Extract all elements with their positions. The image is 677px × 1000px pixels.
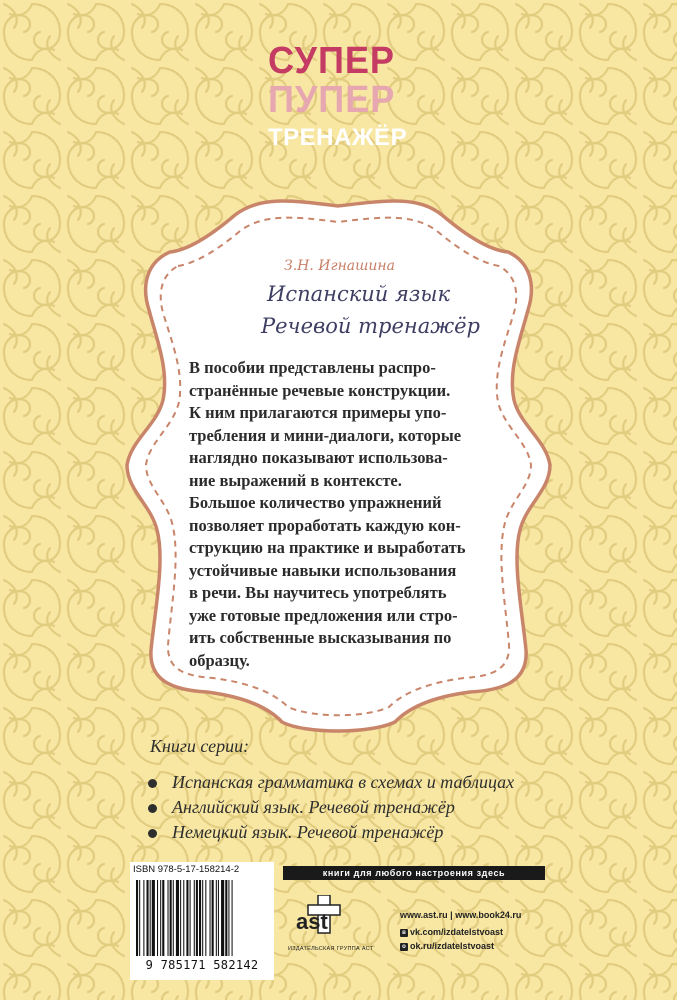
description-line: ить собственные высказывания по — [189, 628, 452, 647]
vk-link[interactable]: в vk.com/izdatelstvoast — [400, 927, 503, 937]
barcode-bar — [205, 880, 206, 956]
barcode-bar — [162, 880, 164, 956]
bullet-icon — [148, 779, 157, 788]
barcode-bar — [216, 880, 217, 956]
barcode-bar — [186, 880, 188, 956]
barcode-block — [130, 862, 274, 980]
series-item-label: Английский язык. Речевой тренажёр — [172, 797, 455, 817]
publisher-websites[interactable]: www.ast.ru | www.book24.ru — [400, 910, 522, 920]
ok-link[interactable]: о ok.ru/izdatelstvoast — [400, 941, 494, 951]
series-logo-super: СУПЕР — [268, 40, 395, 82]
description-line: требления и мини-диалоги, которые — [189, 425, 462, 445]
series-heading: Книги серии: — [150, 736, 250, 756]
barcode-bar — [196, 880, 198, 956]
barcode-bar — [147, 880, 149, 956]
barcode-bar — [199, 880, 201, 956]
vk-icon: в — [400, 929, 408, 937]
description-line: странённые речевые конструкции. — [189, 380, 451, 400]
series-list-item — [148, 772, 514, 793]
description-line: позволяет проработать каждую кон- — [189, 515, 461, 535]
svg-text:ast: ast — [296, 909, 328, 934]
description-line: Большое количество упражнений — [189, 493, 442, 512]
series-item-label: Немецкий язык. Речевой тренажёр — [172, 822, 444, 842]
barcode-bar — [143, 880, 144, 956]
series-list-item — [148, 822, 443, 843]
barcode-bar — [152, 880, 155, 956]
barcode-bar — [202, 880, 203, 956]
barcode-bar — [232, 880, 233, 956]
barcode-bar — [150, 880, 151, 956]
barcode-bar — [176, 880, 179, 956]
barcode-bar — [218, 880, 219, 956]
description-line: наглядно показывают использова- — [189, 448, 448, 467]
book-title-line-1: Испанский язык — [267, 282, 450, 306]
series-list-item — [148, 797, 455, 818]
publisher-name: ИЗДАТЕЛЬСКАЯ ГРУППА АСТ — [288, 946, 374, 952]
barcode-bar — [173, 880, 174, 956]
description-line: устойчивые навыки использования — [189, 560, 457, 580]
book-title-line-2: Речевой тренажёр — [261, 314, 480, 338]
description-line: струкцию на практике и выработать — [189, 538, 466, 557]
barcode-bar — [168, 880, 169, 956]
bullet-icon — [148, 829, 157, 838]
description-line: В пособии представлены распро- — [189, 358, 436, 377]
series-logo-trenazher: ТРЕНАЖЁР — [268, 124, 408, 151]
barcode-bar — [136, 880, 138, 956]
publisher-slogan: книги для любого настроения здесь — [283, 866, 545, 880]
barcode-bar — [183, 880, 184, 956]
description-line: образцу. — [189, 650, 250, 670]
description-line: в речи. Вы научитесь употреблять — [189, 583, 447, 602]
barcode-bar — [212, 880, 214, 956]
barcode-bar — [194, 880, 195, 956]
barcode-icon — [134, 880, 270, 958]
series-logo-puper: ПУПЕР — [268, 79, 396, 121]
barcode-bar — [170, 880, 172, 956]
barcode-bar — [210, 880, 211, 956]
series-item-label: Испанская грамматика в схемах и таблицах — [172, 772, 515, 792]
description-line: ние выражений в контексте. — [189, 470, 402, 490]
ast-logo-icon — [290, 895, 352, 937]
barcode-digits: 9 785171 582142 — [145, 958, 259, 972]
barcode-bar — [139, 880, 140, 956]
description-line: уже готовые предложения или стро- — [189, 605, 458, 625]
bullet-icon — [148, 804, 157, 813]
book-author: З.Н. Игнашина — [284, 258, 395, 274]
barcode-bar — [180, 880, 181, 956]
barcode-bar — [157, 880, 158, 956]
book-description — [189, 357, 489, 672]
isbn-label: ISBN 978-5-17-158214-2 — [133, 864, 240, 875]
ok-icon: о — [400, 943, 408, 951]
barcode-bar — [160, 880, 161, 956]
barcode-bar — [190, 880, 191, 956]
barcode-bar — [225, 880, 227, 956]
barcode-bar — [228, 880, 229, 956]
barcode-bar — [221, 880, 224, 956]
description-line: К ним прилагаются примеры упо- — [189, 403, 447, 422]
